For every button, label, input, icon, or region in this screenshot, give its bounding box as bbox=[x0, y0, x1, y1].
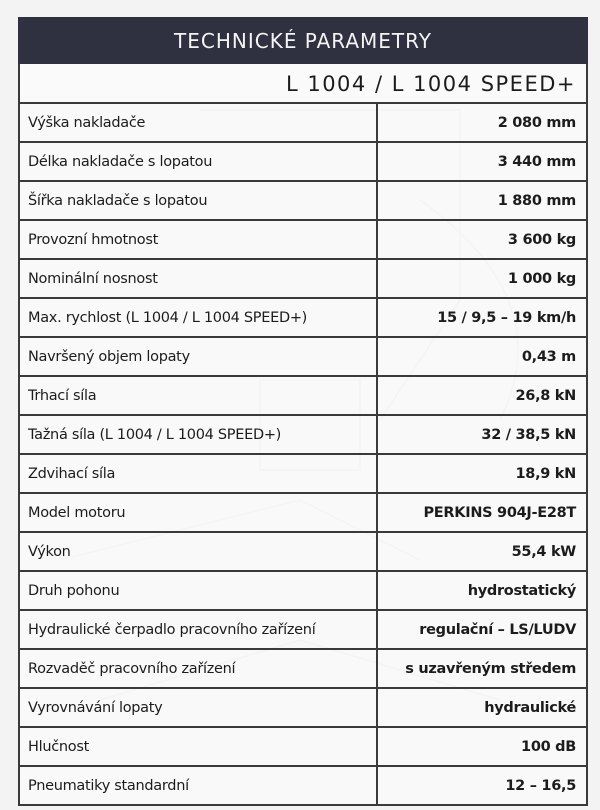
parameter-value: 2 080 mm bbox=[497, 115, 576, 131]
parameter-label: Trhací síla bbox=[20, 377, 378, 414]
parameter-value: hydraulické bbox=[484, 700, 576, 716]
parameter-value: 1 000 kg bbox=[507, 271, 576, 287]
table-row bbox=[18, 728, 588, 767]
parameter-label: Hlučnost bbox=[20, 728, 378, 765]
parameter-value: 12 – 16,5 bbox=[505, 778, 576, 794]
table-row bbox=[18, 221, 588, 260]
parameter-label: Navršený objem lopaty bbox=[20, 338, 378, 375]
parameter-value: hydrostatický bbox=[467, 583, 576, 599]
parameter-value: 3 600 kg bbox=[507, 232, 576, 248]
table-row bbox=[18, 260, 588, 299]
parameter-value: 3 440 mm bbox=[497, 154, 576, 170]
table-row bbox=[18, 299, 588, 338]
parameter-value: 15 / 9,5 – 19 km/h bbox=[437, 310, 576, 326]
table-row bbox=[18, 416, 588, 455]
parameter-value: regulační – LS/LUDV bbox=[419, 622, 576, 638]
parameter-label: Hydraulické čerpadlo pracovního zařízení bbox=[20, 611, 378, 648]
table-row bbox=[18, 650, 588, 689]
table-row bbox=[18, 689, 588, 728]
parameter-label: Délka nakladače s lopatou bbox=[20, 143, 378, 180]
technical-parameters-table bbox=[18, 17, 588, 806]
parameter-label: Provozní hmotnost bbox=[20, 221, 378, 258]
table-row bbox=[18, 611, 588, 650]
parameter-label: Max. rychlost (L 1004 / L 1004 SPEED+) bbox=[20, 299, 378, 336]
parameter-label: Výkon bbox=[20, 533, 378, 570]
parameter-value: 100 dB bbox=[521, 739, 576, 755]
parameter-label: Výška nakladače bbox=[20, 104, 378, 141]
table-row bbox=[18, 494, 588, 533]
parameter-value: s uzavřeným středem bbox=[405, 661, 576, 677]
parameter-value: 26,8 kN bbox=[515, 388, 576, 404]
table-row bbox=[18, 182, 588, 221]
parameter-label: Rozvaděč pracovního zařízení bbox=[20, 650, 378, 687]
parameter-label: Šířka nakladače s lopatou bbox=[20, 182, 378, 219]
table-row bbox=[18, 533, 588, 572]
parameter-label: Zdvihací síla bbox=[20, 455, 378, 492]
parameter-label: Druh pohonu bbox=[20, 572, 378, 609]
table-row bbox=[18, 377, 588, 416]
table-row bbox=[18, 572, 588, 611]
parameter-value: 0,43 m bbox=[521, 349, 576, 365]
parameter-label: Tažná síla (L 1004 / L 1004 SPEED+) bbox=[20, 416, 378, 453]
table-row bbox=[18, 338, 588, 377]
parameter-label: Model motoru bbox=[20, 494, 378, 531]
parameter-value: 1 880 mm bbox=[497, 193, 576, 209]
table-title: TECHNICKÉ PARAMETRY bbox=[18, 17, 588, 64]
table-row bbox=[18, 104, 588, 143]
table-row bbox=[18, 767, 588, 806]
table-row bbox=[18, 143, 588, 182]
table-row bbox=[18, 455, 588, 494]
model-name: L 1004 / L 1004 SPEED+ bbox=[18, 64, 588, 104]
parameter-value: 55,4 kW bbox=[511, 544, 576, 560]
parameter-label: Nominální nosnost bbox=[20, 260, 378, 297]
parameter-value: PERKINS 904J-E28T bbox=[423, 505, 576, 521]
parameter-value: 18,9 kN bbox=[515, 466, 576, 482]
parameter-value: 32 / 38,5 kN bbox=[481, 427, 576, 443]
parameter-label: Vyrovnávání lopaty bbox=[20, 689, 378, 726]
parameter-label: Pneumatiky standardní bbox=[20, 767, 378, 804]
